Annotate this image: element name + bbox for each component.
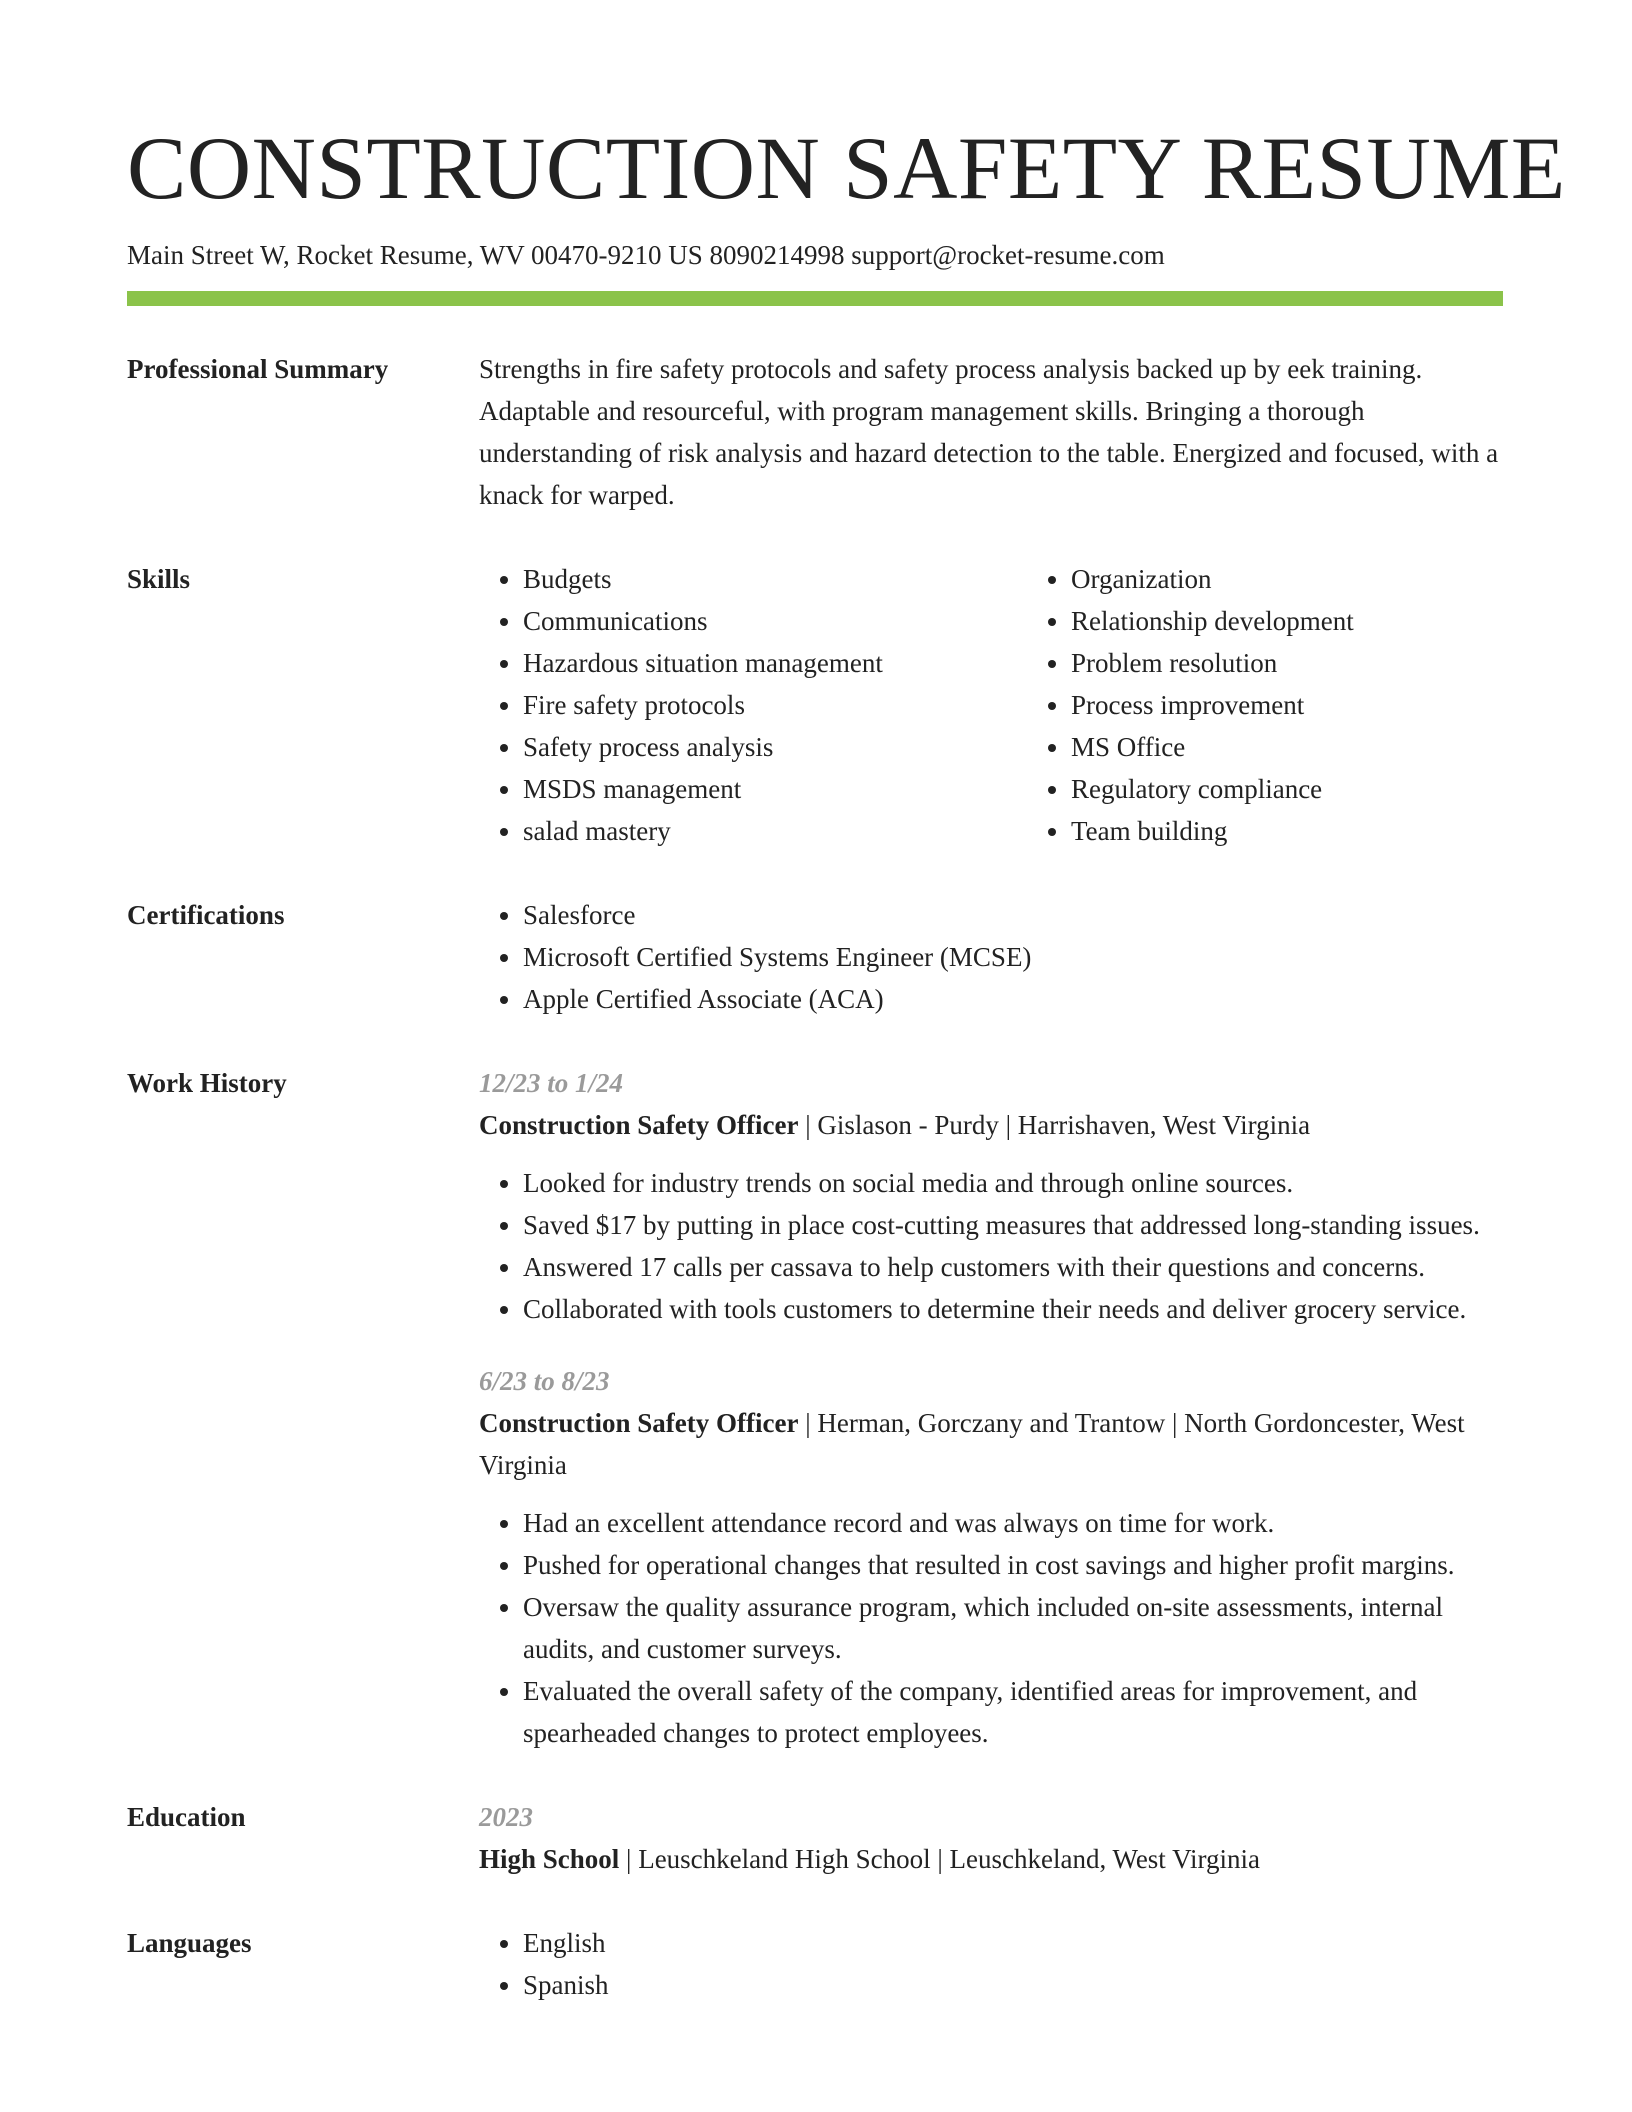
education-degree: High School xyxy=(479,1844,620,1874)
skill-item: • Hazardous situation management xyxy=(523,642,1027,684)
skill-item: • Regulatory compliance xyxy=(1071,768,1575,810)
job-details: | Herman, Gorczany and Trantow | North Gordoncester, West Virginia xyxy=(479,1408,1465,1480)
job-bullet: • Had an excellent attendance record and was always on time for work. xyxy=(523,1502,1506,1544)
certifications-label: Certifications xyxy=(127,900,285,930)
language-item: • English xyxy=(523,1922,1506,1964)
languages-content xyxy=(479,1922,1506,2006)
job-bullet: • Saved $17 by putting in place cost-cutting measures that addressed long-standing issues. xyxy=(523,1204,1506,1246)
job-details: | Gislason - Purdy | Harrishaven, West Virginia xyxy=(798,1110,1311,1140)
job-dates: 12/23 to 1/24 xyxy=(479,1068,624,1098)
languages-section xyxy=(127,1922,1506,2006)
language-item: • Spanish xyxy=(523,1964,1506,2006)
skills-list-left xyxy=(479,558,1027,852)
skill-item: • MSDS management xyxy=(523,768,1027,810)
job-role xyxy=(479,1402,1506,1486)
education-line xyxy=(479,1838,1506,1880)
job-entry xyxy=(479,1360,1506,1754)
skill-item: • salad mastery xyxy=(523,810,1027,852)
education-content xyxy=(479,1796,1506,1880)
certifications-section xyxy=(127,894,1506,1020)
work-history-section xyxy=(127,1062,1506,1754)
job-bullet: • Oversaw the quality assurance program, which included on-site assessments, internal audits, and customer surveys. xyxy=(523,1586,1506,1670)
certification-item: • Salesforce xyxy=(523,894,1506,936)
languages-list xyxy=(479,1922,1506,2006)
skills-section xyxy=(127,558,1506,852)
job-entry xyxy=(479,1062,1506,1330)
skill-item: • Budgets xyxy=(523,558,1027,600)
skills-content xyxy=(479,558,1575,852)
job-dates: 6/23 to 8/23 xyxy=(479,1366,610,1396)
certifications-content xyxy=(479,894,1506,1020)
education-details: | Leuschkeland High School | Leuschkeland, West Virginia xyxy=(619,1844,1260,1874)
skills-label: Skills xyxy=(127,564,191,594)
certification-item: • Microsoft Certified Systems Engineer (MCSE) xyxy=(523,936,1506,978)
job-bullet: • Evaluated the overall safety of the company, identified areas for improvement, and spearheaded changes to protect employees. xyxy=(523,1670,1506,1754)
work-history-content xyxy=(479,1062,1506,1754)
job-title: Construction Safety Officer xyxy=(479,1408,799,1438)
job-bullet: • Looked for industry trends on social media and through online sources. xyxy=(523,1162,1506,1204)
summary-text: Strengths in fire safety protocols and safety process analysis backed up by eek training. Adaptable and resourceful, with program management skills. Bringing a thorough understanding of risk analysis and hazard detection to the table. Energized and focused, with a knack for warped. xyxy=(479,354,1499,510)
header-divider xyxy=(127,291,1503,306)
work-history-label: Work History xyxy=(127,1068,287,1098)
certification-item: • Apple Certified Associate (ACA) xyxy=(523,978,1506,1020)
summary-section xyxy=(127,348,1506,516)
education-year: 2023 xyxy=(479,1802,533,1832)
job-title: Construction Safety Officer xyxy=(479,1110,799,1140)
skill-item: • Fire safety protocols xyxy=(523,684,1027,726)
skill-item: • Relationship development xyxy=(1071,600,1575,642)
skill-item: • Safety process analysis xyxy=(523,726,1027,768)
job-role xyxy=(479,1104,1506,1146)
job-bullet: • Pushed for operational changes that resulted in cost savings and higher profit margins. xyxy=(523,1544,1506,1586)
summary-content xyxy=(479,348,1506,516)
skill-item: • Process improvement xyxy=(1071,684,1575,726)
skill-item: • MS Office xyxy=(1071,726,1575,768)
skills-list-right xyxy=(1027,558,1575,852)
skill-item: • Problem resolution xyxy=(1071,642,1575,684)
contact-line: Main Street W, Rocket Resume, WV 00470-9210 US 8090214998 support@rocket-resume.com xyxy=(127,240,1165,270)
languages-label: Languages xyxy=(127,1928,252,1958)
job-bullets xyxy=(479,1162,1506,1330)
skill-item: • Communications xyxy=(523,600,1027,642)
resume-title: CONSTRUCTION SAFETY RESUME xyxy=(127,120,1566,218)
job-bullets xyxy=(479,1502,1506,1754)
skill-item: • Team building xyxy=(1071,810,1575,852)
education-label: Education xyxy=(127,1802,246,1832)
summary-label: Professional Summary xyxy=(127,354,389,384)
education-section xyxy=(127,1796,1506,1880)
job-bullet: • Collaborated with tools customers to determine their needs and deliver grocery service. xyxy=(523,1288,1506,1330)
skill-item: • Organization xyxy=(1071,558,1575,600)
certifications-list xyxy=(479,894,1506,1020)
job-bullet: • Answered 17 calls per cassava to help customers with their questions and concerns. xyxy=(523,1246,1506,1288)
